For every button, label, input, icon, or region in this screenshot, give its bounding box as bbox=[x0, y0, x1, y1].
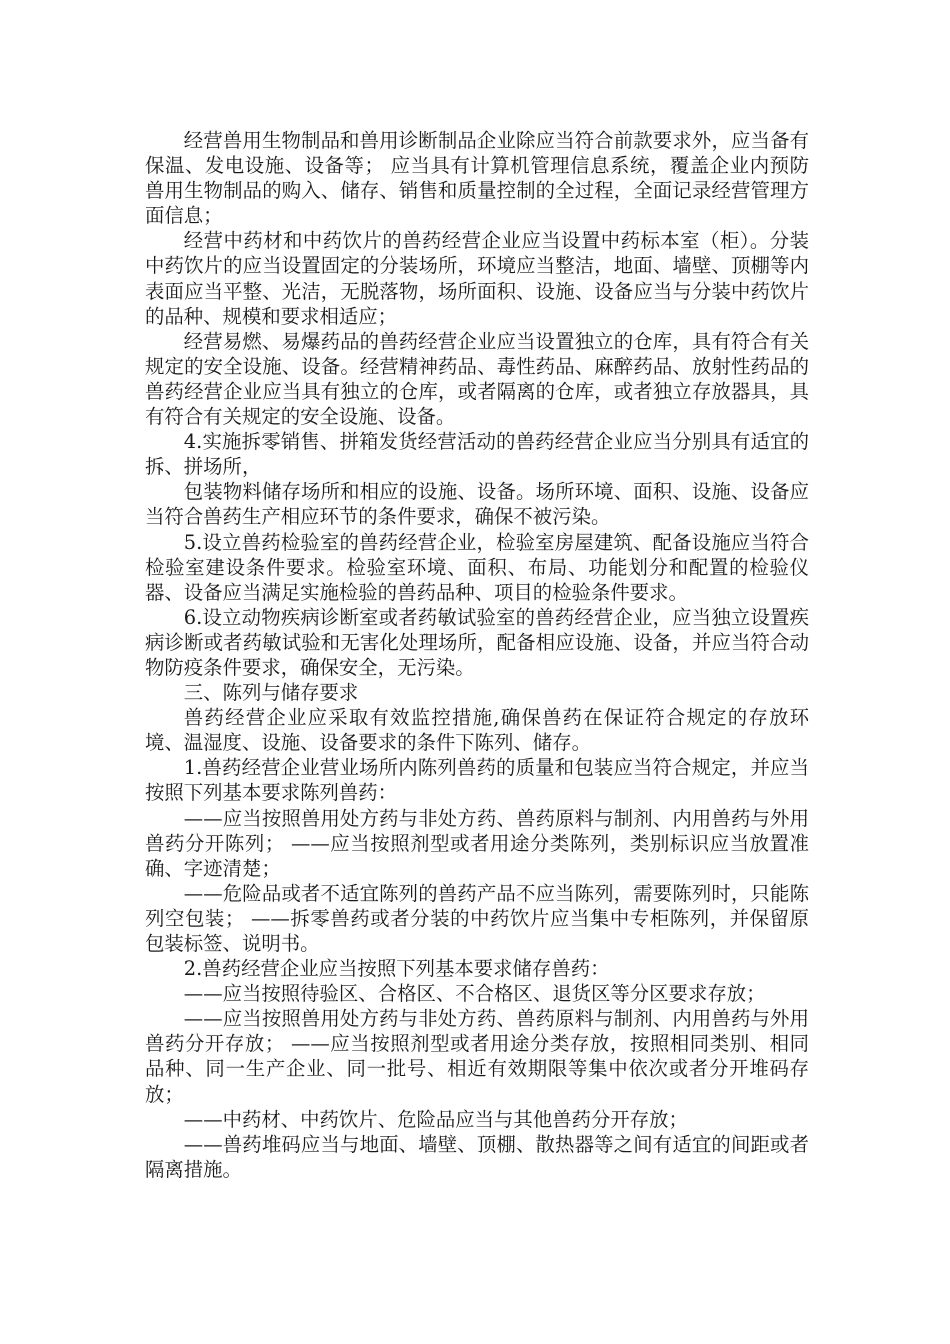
paragraph-display-item-1: 1.兽药经营企业营业场所内陈列兽药的质量和包装应当符合规定，并应当按照下列基本要求陈列兽药： bbox=[145, 756, 809, 805]
paragraph-item-6: 6.设立动物疾病诊断室或者药敏试验室的兽药经营企业，应当独立设置疾病诊断或者药敏试验和无害化处理场所，配备相应设施、设备，并应当符合动物防疫条件要求，确保安全，无污染。 bbox=[145, 605, 809, 679]
paragraph-chinese-medicine: 经营中药材和中药饮片的兽药经营企业应当设置中药标本室（柜）。分装中药饮片的应当设置固定的分装场所，环境应当整洁，地面、墙壁、顶棚等内表面应当平整、光洁，无脱落物，场所面积、设施、设备应当与分装中药饮片的品种、规模和要求相适应； bbox=[145, 229, 809, 328]
paragraph-biological-products: 经营兽用生物制品和兽用诊断制品企业除应当符合前款要求外，应当备有保温、发电设施、设备等； 应当具有计算机管理信息系统，覆盖企业内预防兽用生物制品的购入、储存、销售和质量控制的全过程，全面记录经营管理方面信息； bbox=[145, 129, 809, 228]
paragraph-flammable-drugs: 经营易燃、易爆药品的兽药经营企业应当设置独立的仓库，具有符合有关规定的安全设施、设备。经营精神药品、毒性药品、麻醉药品、放射性药品的兽药经营企业应当具有独立的仓库，或者隔离的仓库，或者独立存放器具，具有符合有关规定的安全设施、设备。 bbox=[145, 329, 809, 429]
paragraph-storage-item-2: 2.兽药经营企业应当按照下列基本要求储存兽药： bbox=[183, 957, 610, 981]
paragraph-display-rule-b: ——危险品或者不适宜陈列的兽药产品不应当陈列，需要陈列时，只能陈列空包装； ——拆零兽药或者分装的中药饮片应当集中专柜陈列，并保留原包装标签、说明书。 bbox=[145, 881, 809, 955]
paragraph-item-5: 5.设立兽药检验室的兽药经营企业，检验室房屋建筑、配备设施应当符合检验室建设条件要求。检验室环境、面积、布局、功能划分和配置的检验仪器、设备应当满足实施检验的兽药品种、项目的检验条件要求。 bbox=[145, 530, 809, 604]
document-page bbox=[145, 128, 809, 1182]
paragraph-display-rule-a: ——应当按照兽用处方药与非处方药、兽药原料与制剂、内用兽药与外用兽药分开陈列； ——应当按照剂型或者用途分类陈列，类别标识应当放置准确、字迹清楚； bbox=[145, 806, 809, 880]
paragraph-storage-rule-d: ——兽药堆码应当与地面、墙壁、顶棚、散热器等之间有适宜的间距或者隔离措施。 bbox=[145, 1132, 809, 1181]
paragraph-storage-rule-c: ——中药材、中药饮片、危险品应当与其他兽药分开存放； bbox=[183, 1107, 688, 1131]
paragraph-storage-rule-a: ——应当按照待验区、合格区、不合格区、退货区等分区要求存放； bbox=[183, 982, 766, 1006]
paragraph-item-4: 4.实施拆零销售、拼箱发货经营活动的兽药经营企业应当分别具有适宜的拆、拼场所， bbox=[145, 430, 809, 479]
paragraph-storage-rule-b: ——应当按照兽用处方药与非处方药、兽药原料与制剂、内用兽药与外用兽药分开存放； ——应当按照剂型或者用途分类存放，按照相同类别、相同品种、同一生产企业、同一批号、相近有效期限等集中依次或者分开堆码存放； bbox=[145, 1007, 809, 1106]
paragraph-monitoring: 兽药经营企业应采取有效监控措施,确保兽药在保证符合规定的存放环境、温湿度、设施、设备要求的条件下陈列、储存。 bbox=[145, 706, 809, 755]
section-heading-display-storage: 三、陈列与储存要求 bbox=[183, 681, 359, 705]
paragraph-packaging-storage: 包装物料储存场所和相应的设施、设备。场所环境、面积、设施、设备应当符合兽药生产相应环节的条件要求，确保不被污染。 bbox=[145, 480, 809, 529]
